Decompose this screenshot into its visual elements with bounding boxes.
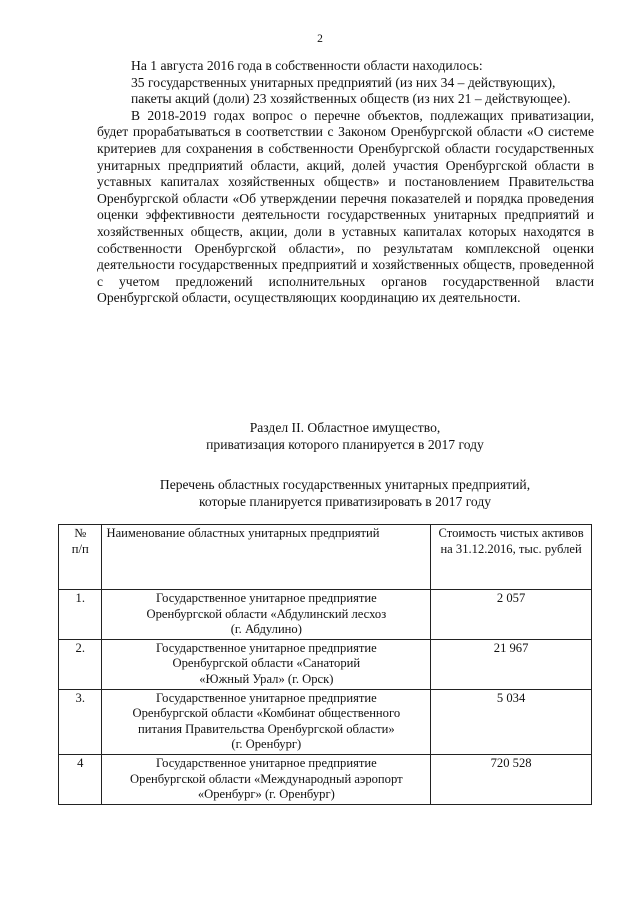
header-number-symbol: № — [74, 526, 87, 540]
row-net-assets-value: 2 057 — [431, 590, 592, 640]
enterprise-name-line: Государственное унитарное предприятие — [155, 640, 377, 655]
table-row — [59, 590, 592, 640]
paragraph-unitary-enterprises: 35 государственных унитарных предприятий (из них 34 – действующих), — [131, 74, 556, 90]
list-heading — [60, 476, 630, 510]
header-number-abbr: п/п — [71, 541, 89, 556]
list-heading-line1: Перечень областных государственных унитарных предприятий, — [159, 477, 531, 492]
list-heading-line2: которые планируется приватизировать в 2017 году — [198, 494, 492, 509]
enterprise-name-line: (г. Абдулино) — [230, 622, 302, 637]
enterprise-name-line: питания Правительства Оренбургской области» — [138, 721, 395, 736]
section-heading-line2: приватизация которого планируется в 2017 году — [206, 437, 484, 452]
row-number: 3. — [59, 689, 102, 754]
row-net-assets-value: 5 034 — [431, 689, 592, 754]
paragraph-shares: пакеты акций (доли) 23 хозяйственных обществ (из них 21 – действующее). — [131, 91, 571, 107]
row-number: 4 — [59, 754, 102, 804]
enterprise-name-line: Оренбургской области «Комбинат общественного — [132, 706, 401, 721]
table-header-row — [59, 525, 592, 590]
row-net-assets-value: 720 528 — [431, 754, 592, 804]
table-row — [59, 639, 592, 689]
enterprise-name-line: Государственное унитарное предприятие — [155, 755, 377, 770]
header-number — [59, 525, 102, 590]
row-enterprise-name — [102, 639, 431, 689]
enterprise-name-line: Государственное унитарное предприятие — [155, 690, 377, 705]
enterprises-table — [58, 524, 592, 805]
header-name: Наименование областных унитарных предприятий — [102, 525, 431, 590]
enterprise-name-line: Государственное унитарное предприятие — [155, 591, 377, 605]
enterprise-name-line: «Оренбург» (г. Оренбург) — [197, 787, 335, 802]
page-number: 2 — [317, 33, 323, 45]
row-enterprise-name — [102, 689, 431, 754]
row-number: 1. — [59, 590, 102, 640]
enterprise-name-line: Оренбургской области «Международный аэропорт — [130, 771, 403, 786]
paragraph-august-2016: На 1 августа 2016 года в собственности области находилось: — [131, 58, 483, 73]
row-number: 2. — [59, 639, 102, 689]
section-heading-line1: Раздел II. Областное имущество, — [249, 420, 441, 435]
paragraph-2018-2019: В 2018-2019 годах вопрос о перечне объектов, подлежащих приватизации, будет прорабатываться в соответствии с Законом Оренбургской области «О системе критериев для сохранения в собственности Оренбургской области государственных унитарных предприятий области, акций, долей участия Оренбургской области в уставных капиталах хозяйственных обществ» и постановлением Правительства Оренбургской области «Об утверждении перечня показателей и порядка проведения оценки эффективности деятельности государственных унитарных предприятий и хозяйственных обществ, акции, доли в уставных капиталах которых находятся в собственности Оренбургской области», по результатам комплексной оценки деятельности государственных предприятий и хозяйственных обществ, проведенной с учетом предложений исполнительных органов государственной власти Оренбургской области, осуществляющих координацию их деятельности. — [97, 107, 594, 306]
enterprise-name-line: «Южный Урал» (г. Орск) — [199, 671, 334, 686]
body-text — [97, 58, 594, 307]
row-enterprise-name — [102, 754, 431, 804]
enterprise-name-line: Оренбургской области «Абдулинский лесхоз — [146, 606, 387, 621]
table-row — [59, 754, 592, 804]
row-enterprise-name — [102, 590, 431, 640]
header-value: Стоимость чистых активов на 31.12.2016, тыс. рублей — [431, 525, 592, 590]
table-body — [59, 590, 592, 805]
table-row — [59, 689, 592, 754]
row-net-assets-value: 21 967 — [431, 639, 592, 689]
enterprise-name-line: Оренбургской области «Санаторий — [172, 656, 361, 671]
enterprise-name-line: (г. Оренбург) — [231, 737, 302, 752]
section-heading — [60, 419, 630, 453]
